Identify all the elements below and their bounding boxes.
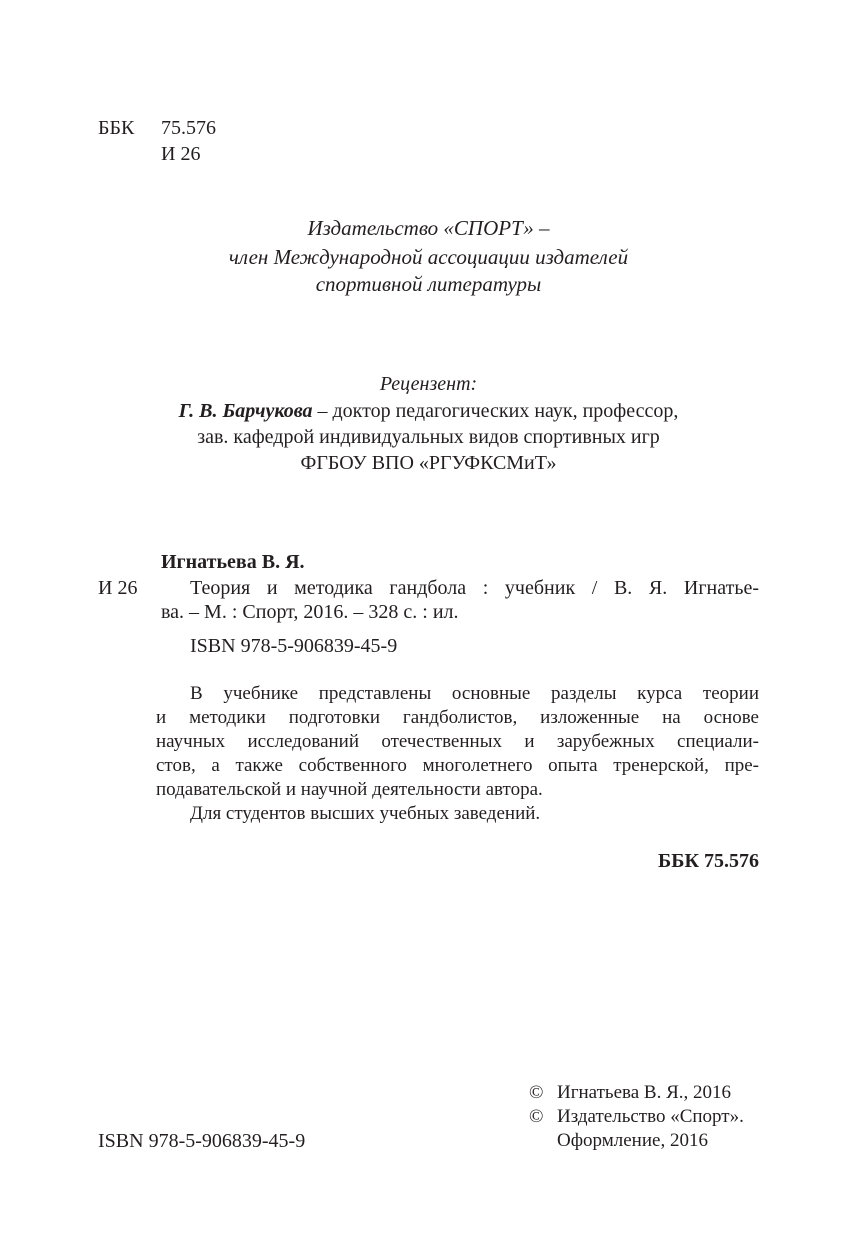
annotation-line-4: стов, а также собственного многолетнего опыта тренерской, пре- <box>156 755 759 776</box>
reviewer-name: Г. В. Барчукова <box>178 400 313 422</box>
publisher-note-line-1: Издательство «СПОРТ» – <box>307 216 550 240</box>
reviewer-heading: Рецензент: <box>379 373 478 395</box>
catalog-index: И 26 <box>98 577 138 599</box>
annotation-line-2: и методики подготовки гандболистов, изложенные на основе <box>156 707 759 728</box>
catalog-title-line-1: Теория и методика гандбола : учебник / В. Я. Игнатье- <box>190 577 759 599</box>
publisher-note-line-2: член Международной ассоциации издателей <box>228 245 629 269</box>
copyright-line-3: Оформление, 2016 <box>557 1130 708 1151</box>
copyright-line-2: Издательство «Спорт». <box>557 1106 744 1127</box>
publisher-note-line-3: спортивной литературы <box>315 272 542 296</box>
reviewer-line-3: ФГБОУ ВПО «РГУФКСМиТ» <box>300 452 557 474</box>
annotation-line-3: научных исследований отечественных и зарубежных специали- <box>156 731 759 752</box>
copyright-symbol-1: © <box>529 1082 544 1103</box>
reviewer-line-1 <box>0 401 857 421</box>
author-index: И 26 <box>161 143 201 165</box>
bbk-code: 75.576 <box>161 117 216 139</box>
isbn-bottom: ISBN 978-5-906839-45-9 <box>98 1130 306 1152</box>
reviewer-title: – доктор педагогических наук, профессор, <box>312 400 679 422</box>
copyright-line-1: Игнатьева В. Я., 2016 <box>557 1082 732 1103</box>
annotation-line-5: подавательской и научной деятельности автора. <box>156 779 543 800</box>
copyright-symbol-2: © <box>529 1106 544 1127</box>
annotation-line-1: В учебнике представлены основные разделы курса теории <box>190 683 759 704</box>
bbk-label: ББК <box>98 117 135 139</box>
catalog-isbn: ISBN 978-5-906839-45-9 <box>190 635 398 657</box>
bbk-bottom: ББК 75.576 <box>658 850 759 872</box>
annotation-line-6: Для студентов высших учебных заведений. <box>190 803 541 824</box>
catalog-title-line-2: ва. – М. : Спорт, 2016. – 328 с. : ил. <box>161 601 459 623</box>
catalog-author: Игнатьева В. Я. <box>161 551 305 573</box>
reviewer-line-2: зав. кафедрой индивидуальных видов спортивных игр <box>197 426 660 448</box>
